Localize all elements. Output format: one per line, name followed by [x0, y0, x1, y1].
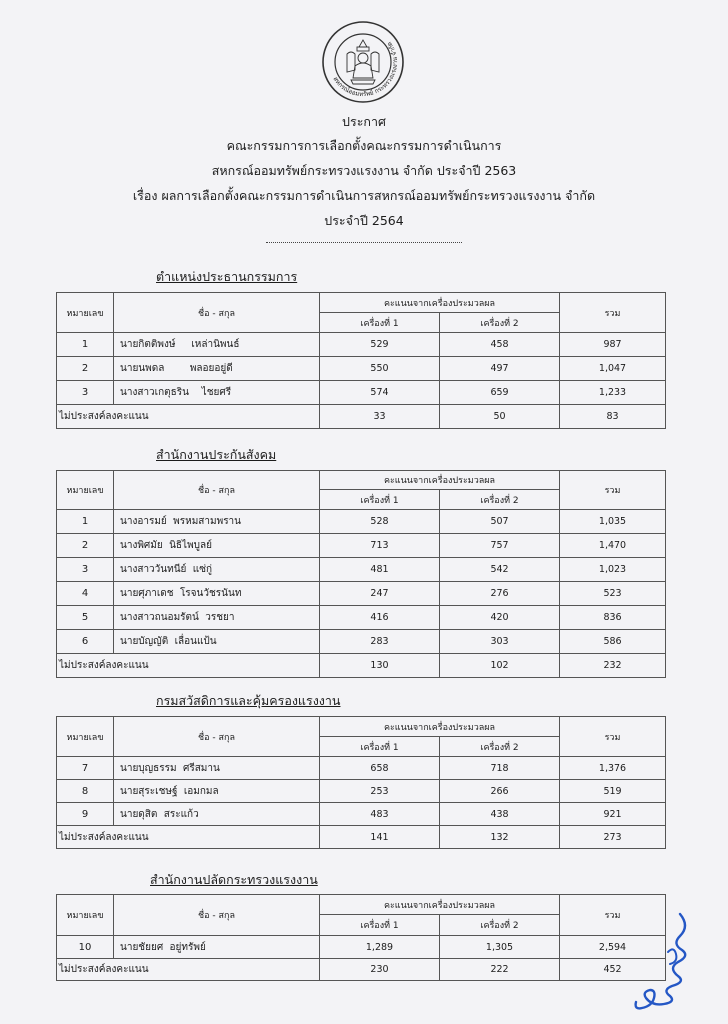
- header-subject: เรื่อง ผลการเลือกตั้งคณะกรรมการดำเนินการสหกรณ์ออมทรัพย์กระทรวงแรงงาน จำกัด: [132, 188, 596, 203]
- invalid-machine2: 132: [440, 826, 560, 849]
- col-header-name: ชื่อ - สกุล: [114, 895, 320, 936]
- score-machine1: 529: [320, 333, 440, 357]
- invalid-machine1: 230: [320, 959, 440, 981]
- invalid-votes-row: [57, 405, 666, 429]
- score-machine1: 481: [320, 558, 440, 582]
- col-header-scores: คะแนนจากเครื่องประมวลผล: [320, 471, 560, 490]
- score-machine1: 483: [320, 803, 440, 826]
- col-header-number: หมายเลข: [57, 895, 114, 936]
- candidate-name: นายดุสิต สระแก้ว: [114, 803, 320, 826]
- table-row: [57, 357, 666, 381]
- invalid-machine2: 50: [440, 405, 560, 429]
- candidate-name: นางสาวถนอมรัตน์ วรชยา: [114, 606, 320, 630]
- invalid-machine2: 102: [440, 654, 560, 678]
- seal-ring-text: สหกรณ์ออมทรัพย์ กระทรวงแรงงาน จำกัด: [331, 40, 400, 99]
- candidate-name: นายบุญธรรม ศรีสมาน: [114, 757, 320, 780]
- col-header-scores: คะแนนจากเครื่องประมวลผล: [320, 293, 560, 313]
- candidate-number: 6: [57, 630, 114, 654]
- table-row: [57, 558, 666, 582]
- candidate-number: 9: [57, 803, 114, 826]
- candidate-number: 8: [57, 780, 114, 803]
- candidate-name: นายบัญญัติ เลื่อนแป้น: [114, 630, 320, 654]
- handwritten-signature: [628, 906, 694, 1014]
- table-row: [57, 534, 666, 558]
- invalid-votes-row: [57, 959, 666, 981]
- invalid-machine1: 141: [320, 826, 440, 849]
- score-machine2: 507: [440, 510, 560, 534]
- results-table-permanent-secretary: [56, 894, 666, 981]
- invalid-votes-row: [57, 826, 666, 849]
- invalid-votes-row: [57, 654, 666, 678]
- candidate-number: 1: [57, 510, 114, 534]
- score-total: 2,594: [560, 936, 666, 959]
- score-machine1: 528: [320, 510, 440, 534]
- col-header-machine2: เครื่องที่ 2: [440, 915, 560, 936]
- dotted-divider: [266, 242, 462, 243]
- table-row: [57, 630, 666, 654]
- header-title: ประกาศ: [342, 114, 386, 129]
- header-committee: คณะกรรมการการเลือกตั้งคณะกรรมการดำเนินการ: [226, 138, 502, 153]
- candidate-name: นายชัยยศ อยู่ทรัพย์: [114, 936, 320, 959]
- table-row: [57, 803, 666, 826]
- score-machine2: 718: [440, 757, 560, 780]
- score-machine2: 266: [440, 780, 560, 803]
- score-machine1: 658: [320, 757, 440, 780]
- header-cooperative: สหกรณ์ออมทรัพย์กระทรวงแรงงาน จำกัด ประจำปี 2563: [211, 163, 517, 178]
- score-machine1: 713: [320, 534, 440, 558]
- score-total: 586: [560, 630, 666, 654]
- score-total: 1,035: [560, 510, 666, 534]
- score-machine2: 757: [440, 534, 560, 558]
- score-total: 1,376: [560, 757, 666, 780]
- col-header-machine1: เครื่องที่ 1: [320, 313, 440, 333]
- table-row: [57, 780, 666, 803]
- table-row: [57, 381, 666, 405]
- col-header-machine2: เครื่องที่ 2: [440, 313, 560, 333]
- score-total: 1,047: [560, 357, 666, 381]
- col-header-machine2: เครื่องที่ 2: [440, 737, 560, 757]
- score-machine2: 497: [440, 357, 560, 381]
- section-title-permanent-secretary: สำนักงานปลัดกระทรวงแรงงาน: [150, 872, 318, 887]
- score-machine1: 247: [320, 582, 440, 606]
- score-machine1: 1,289: [320, 936, 440, 959]
- invalid-machine1: 33: [320, 405, 440, 429]
- invalid-machine1: 130: [320, 654, 440, 678]
- results-table-welfare: [56, 716, 666, 849]
- score-total: 1,023: [560, 558, 666, 582]
- score-machine1: 283: [320, 630, 440, 654]
- candidate-number: 10: [57, 936, 114, 959]
- table-row: [57, 582, 666, 606]
- col-header-number: หมายเลข: [57, 717, 114, 757]
- score-machine2: 303: [440, 630, 560, 654]
- invalid-total: 232: [560, 654, 666, 678]
- score-total: 1,233: [560, 381, 666, 405]
- score-machine1: 416: [320, 606, 440, 630]
- candidate-number: 2: [57, 357, 114, 381]
- col-header-machine1: เครื่องที่ 1: [320, 915, 440, 936]
- score-machine2: 1,305: [440, 936, 560, 959]
- section-title-chairman: ตำแหน่งประธานกรรมการ: [156, 269, 298, 284]
- candidate-number: 3: [57, 558, 114, 582]
- results-table-chairman: [56, 292, 666, 429]
- score-machine2: 276: [440, 582, 560, 606]
- table-row: [57, 606, 666, 630]
- col-header-total: รวม: [560, 895, 666, 936]
- col-header-name: ชื่อ - สกุล: [114, 293, 320, 333]
- col-header-machine1: เครื่องที่ 1: [320, 490, 440, 510]
- score-machine1: 550: [320, 357, 440, 381]
- table-row: [57, 757, 666, 780]
- table-row: [57, 936, 666, 959]
- score-total: 987: [560, 333, 666, 357]
- col-header-scores: คะแนนจากเครื่องประมวลผล: [320, 895, 560, 915]
- invalid-votes-label: ไม่ประสงค์ลงคะแนน: [57, 654, 320, 678]
- section-title-welfare: กรมสวัสดิการและคุ้มครองแรงงาน: [156, 693, 341, 708]
- candidate-name: นายกิตติพงษ์ เหล่านิพนธ์: [114, 333, 320, 357]
- candidate-name: นางพิศมัย นิธิไพบูลย์: [114, 534, 320, 558]
- candidate-name: นายนพดล พลอยอยู่ดี: [114, 357, 320, 381]
- invalid-machine2: 222: [440, 959, 560, 981]
- col-header-scores: คะแนนจากเครื่องประมวลผล: [320, 717, 560, 737]
- col-header-total: รวม: [560, 471, 666, 510]
- candidate-number: 5: [57, 606, 114, 630]
- col-header-total: รวม: [560, 293, 666, 333]
- col-header-number: หมายเลข: [57, 471, 114, 510]
- invalid-total: 452: [560, 959, 666, 981]
- candidate-number: 3: [57, 381, 114, 405]
- score-machine2: 542: [440, 558, 560, 582]
- candidate-number: 2: [57, 534, 114, 558]
- candidate-number: 7: [57, 757, 114, 780]
- col-header-total: รวม: [560, 717, 666, 757]
- candidate-name: นางสาวเกตุธริน ไชยศรี: [114, 381, 320, 405]
- score-total: 519: [560, 780, 666, 803]
- invalid-total: 273: [560, 826, 666, 849]
- results-table-social-security: [56, 470, 666, 678]
- score-total: 836: [560, 606, 666, 630]
- table-row: [57, 333, 666, 357]
- invalid-votes-label: ไม่ประสงค์ลงคะแนน: [57, 405, 320, 429]
- cooperative-seal-logo: [321, 20, 405, 104]
- section-title-social-security: สำนักงานประกันสังคม: [156, 447, 277, 462]
- score-machine2: 438: [440, 803, 560, 826]
- candidate-name: นางอารมย์ พรหมสามพราน: [114, 510, 320, 534]
- col-header-number: หมายเลข: [57, 293, 114, 333]
- score-total: 921: [560, 803, 666, 826]
- invalid-votes-label: ไม่ประสงค์ลงคะแนน: [57, 959, 320, 981]
- candidate-number: 4: [57, 582, 114, 606]
- score-machine2: 659: [440, 381, 560, 405]
- candidate-name: นางสาววันทนีย์ แซ่กู่: [114, 558, 320, 582]
- candidate-name: นายศุภาเดช โรจนวัชรนันท: [114, 582, 320, 606]
- score-machine2: 458: [440, 333, 560, 357]
- col-header-name: ชื่อ - สกุล: [114, 717, 320, 757]
- score-machine1: 574: [320, 381, 440, 405]
- score-total: 1,470: [560, 534, 666, 558]
- score-machine1: 253: [320, 780, 440, 803]
- col-header-machine1: เครื่องที่ 1: [320, 737, 440, 757]
- score-total: 523: [560, 582, 666, 606]
- score-machine2: 420: [440, 606, 560, 630]
- col-header-machine2: เครื่องที่ 2: [440, 490, 560, 510]
- candidate-name: นายสุระเชษฐ์ เอมกมล: [114, 780, 320, 803]
- invalid-votes-label: ไม่ประสงค์ลงคะแนน: [57, 826, 320, 849]
- candidate-number: 1: [57, 333, 114, 357]
- invalid-total: 83: [560, 405, 666, 429]
- col-header-name: ชื่อ - สกุล: [114, 471, 320, 510]
- table-row: [57, 510, 666, 534]
- header-year: ประจำปี 2564: [324, 213, 404, 228]
